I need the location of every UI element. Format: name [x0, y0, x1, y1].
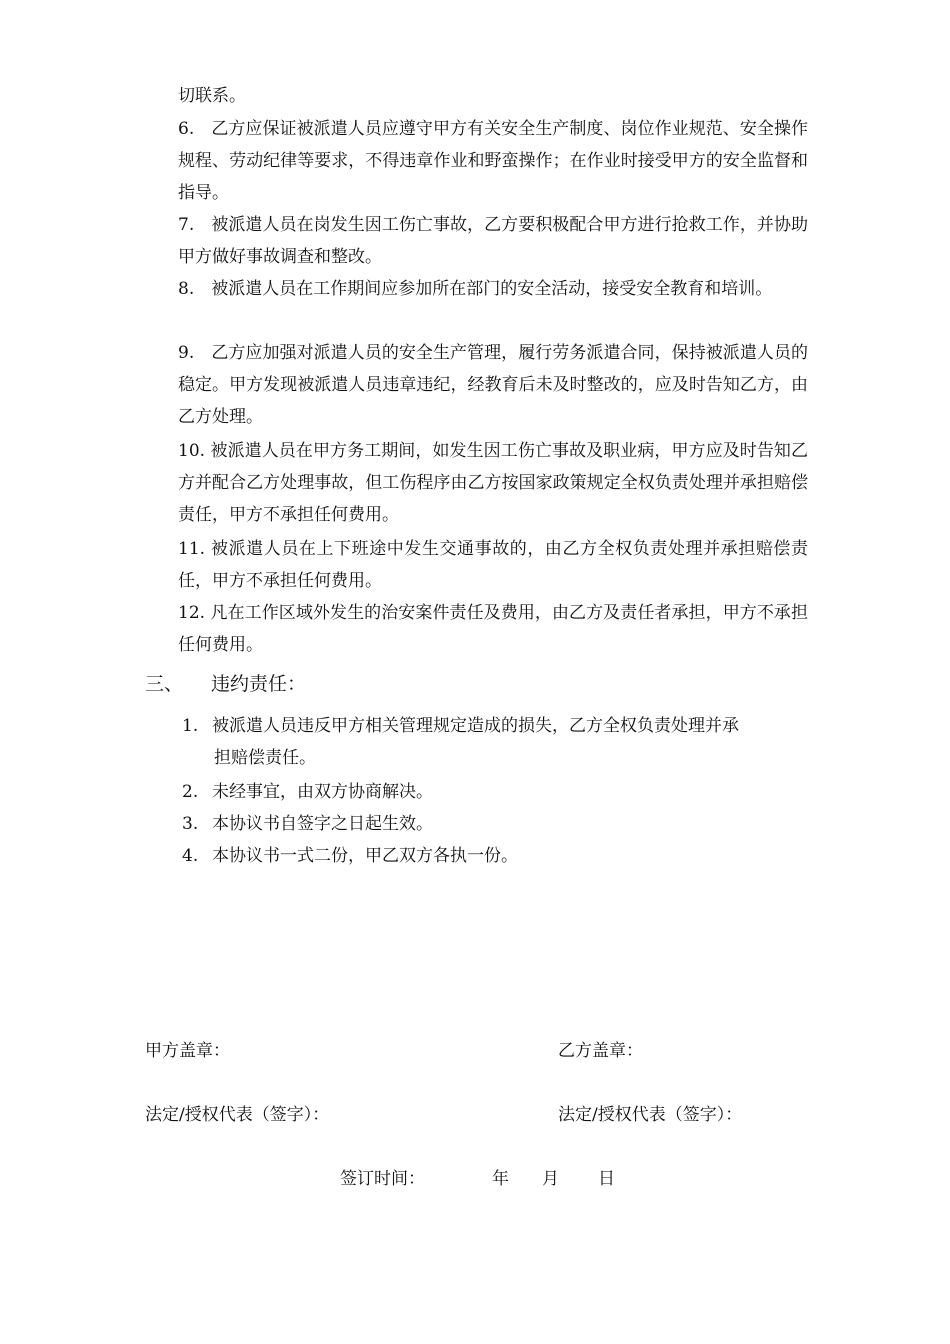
clause-5-continuation: 切联系。 — [178, 86, 246, 106]
clause-9: 9. 乙方应加强对派遣人员的安全生产管理，履行劳务派遣合同，保持被派遣人员的稳定。甲方发现被派遣人员违章违纪，经教育后未及时整改的，应及时告知乙方，由乙方处理。 — [178, 343, 808, 427]
clause-6: 6. 乙方应保证被派遣人员应遵守甲方有关安全生产制度、岗位作业规范、安全操作规程、劳动纪律等要求，不得违章作业和野蛮操作；在作业时接受甲方的安全监督和指导。 — [178, 119, 808, 203]
item-text: 本协议书自签字之日起生效。 — [212, 814, 433, 834]
breach-item-4 — [182, 840, 808, 872]
date-year: 年 — [492, 1169, 509, 1189]
breach-item-3 — [182, 808, 808, 840]
item-number: 4. — [182, 846, 199, 866]
item-number: 3. — [182, 814, 199, 834]
signing-date-label: 签订时间： — [340, 1169, 425, 1189]
item-number: 1. — [182, 716, 199, 736]
party-a-seal-label: 甲方盖章： — [145, 1041, 230, 1061]
item-text-continuation: 担赔偿责任。 — [214, 748, 316, 768]
section-heading-breach — [145, 668, 306, 700]
clause-7: 7. 被派遣人员在岗发生因工伤亡事故，乙方要积极配合甲方进行抢救工作，并协助甲方做好事故调查和整改。 — [178, 215, 808, 267]
clause-8: 8. 被派遣人员在工作期间应参加所在部门的安全活动，接受安全教育和培训。 — [178, 279, 773, 299]
party-b-seal-label: 乙方盖章： — [558, 1041, 643, 1061]
party-a-representative-label: 法定/授权代表（签字）： — [145, 1105, 330, 1125]
item-text: 未经事宜，由双方协商解决。 — [212, 782, 433, 802]
breach-item-1 — [182, 710, 808, 774]
clause-10: 10. 被派遣人员在甲方务工期间，如发生因工伤亡事故及职业病，甲方应及时告知乙方并配合乙方处理事故，但工伤程序由乙方按国家政策规定全权负责处理并承担赔偿责任，甲方不承担任何费用。 — [178, 441, 808, 525]
signing-date-row — [340, 1163, 615, 1195]
item-text: 本协议书一式二份，甲乙双方各执一份。 — [212, 846, 518, 866]
clause-11: 11. 被派遣人员在上下班途中发生交通事故的，由乙方全权负责处理并承担赔偿责任，甲方不承担任何费用。 — [178, 539, 808, 591]
item-text: 被派遣人员违反甲方相关管理规定造成的损失，乙方全权负责处理并承 — [212, 716, 739, 736]
party-b-representative-label: 法定/授权代表（签字）： — [558, 1105, 743, 1125]
date-day: 日 — [598, 1169, 615, 1189]
date-month: 月 — [542, 1169, 559, 1189]
section-number: 三、 — [145, 673, 184, 695]
breach-item-2 — [182, 776, 808, 808]
clause-12: 12. 凡在工作区域外发生的治安案件责任及费用，由乙方及责任者承担，甲方不承担任何费用。 — [178, 603, 808, 655]
item-number: 2. — [182, 782, 199, 802]
section-title: 违约责任： — [211, 673, 307, 695]
